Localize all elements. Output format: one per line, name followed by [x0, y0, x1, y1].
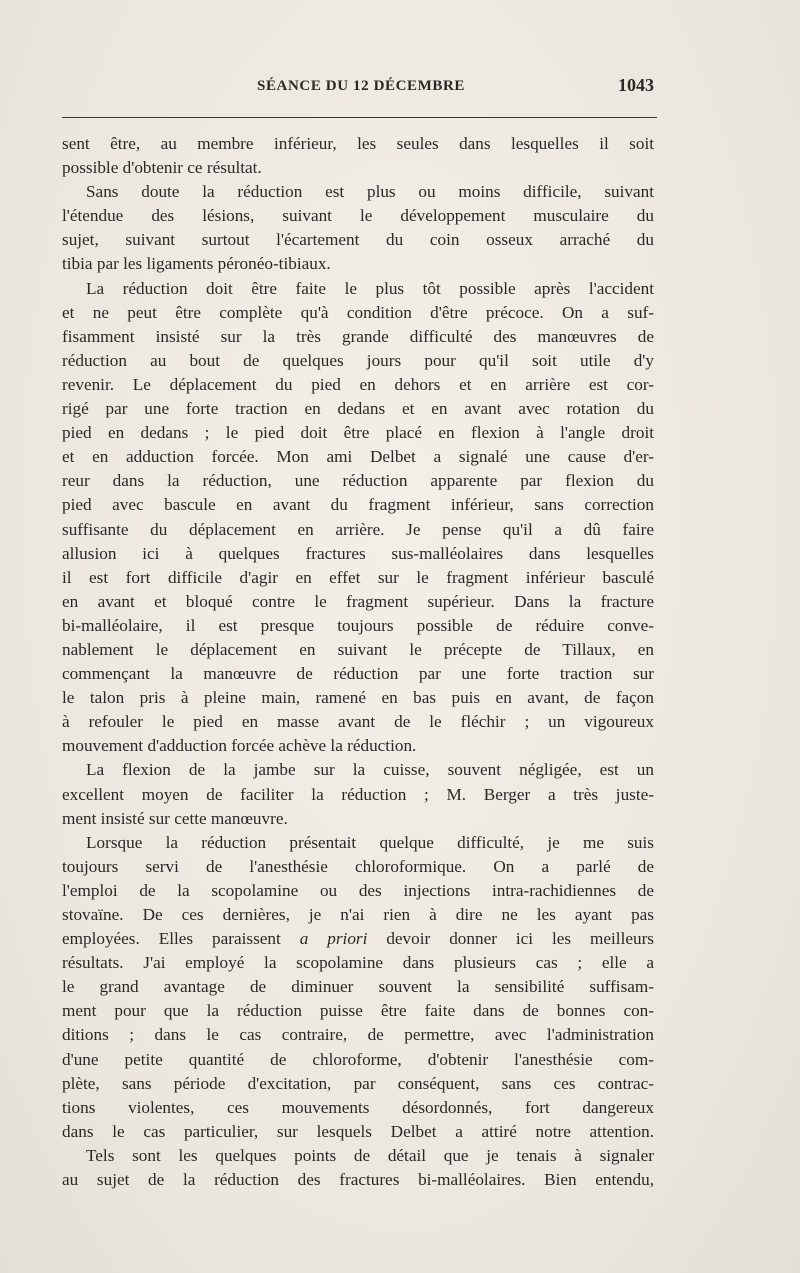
text-line: plète, sans période d'excitation, par conséquent, sans ces contrac-	[62, 1073, 654, 1093]
text-line: toujours servi de l'anesthésie chloroformique. On a parlé de	[62, 856, 654, 876]
text-line: tibia par les ligaments péronéo-tibiaux.	[62, 254, 331, 274]
text-line: sent être, au membre inférieur, les seules dans lesquelles il soit	[62, 134, 654, 153]
text-line: tions violentes, ces mouvements désordonnés, fort dangereux	[62, 1097, 654, 1117]
text-line: bi-malléolaire, il est presque toujours possible de réduire conve-	[62, 615, 654, 635]
text-line: stovaïne. De ces dernières, je n'ai rien à dire ne les ayant pas	[62, 905, 654, 924]
text-line: le grand avantage de diminuer souvent la sensibilité suffisam-	[62, 977, 654, 997]
text-line: d'une petite quantité de chloroforme, d'obtenir l'anesthésie com-	[62, 1049, 654, 1069]
text-line: excellent moyen de faciliter la réduction ; M. Berger a très juste-	[62, 784, 654, 804]
text-line: reur dans la réduction, une réduction apparente par flexion du	[62, 471, 654, 491]
page-number: 1043	[618, 75, 654, 95]
text-line: sujet, suivant surtout l'écartement du coin osseux arraché du	[62, 230, 654, 250]
text-line: en avant et bloqué contre le fragment supérieur. Dans la fracture	[62, 591, 654, 611]
text-line: suffisante du déplacement en arrière. Je pense qu'il a dû faire	[62, 519, 654, 539]
text-line: employées. Elles paraissent a priori devoir donner ici les meilleurs	[62, 929, 654, 949]
text-line: Sans doute la réduction est plus ou moins difficile, suivant	[86, 182, 654, 202]
text-line: possible d'obtenir ce résultat.	[62, 158, 262, 178]
text-line: Tels sont les quelques points de détail que je tenais à signaler	[86, 1145, 654, 1165]
text-line: l'emploi de la scopolamine ou des injections intra-rachidiennes de	[62, 880, 654, 900]
text-line: nablement le déplacement en suivant le précepte de Tillaux, en	[62, 639, 654, 659]
text-line: rigé par une forte traction en dedans et en avant avec rotation du	[62, 399, 654, 419]
text-line: ditions ; dans le cas contraire, de permettre, avec l'administration	[62, 1025, 654, 1045]
text-line: Lorsque la réduction présentait quelque difficulté, je me suis	[86, 832, 654, 852]
page-header	[62, 75, 654, 100]
text-line: La réduction doit être faite le plus tôt possible après l'accident	[86, 278, 654, 298]
text-line: revenir. Le déplacement du pied en dehors et en arrière est cor-	[62, 374, 654, 394]
text-line: La flexion de la jambe sur la cuisse, souvent négligée, est un	[86, 760, 654, 780]
text-line: mouvement d'adduction forcée achève la réduction.	[62, 736, 417, 756]
text-line: il est fort difficile d'agir en effet sur le fragment inférieur basculé	[62, 567, 654, 587]
header-rule	[62, 117, 657, 118]
text-line: et en adduction forcée. Mon ami Delbet a signalé une cause d'er-	[62, 447, 654, 467]
text-line: le talon pris à pleine main, ramené en bas puis en avant, de façon	[62, 688, 654, 708]
text-line: à refouler le pied en masse avant de le fléchir ; un vigoureux	[62, 712, 654, 732]
text-line: l'étendue des lésions, suivant le développement musculaire du	[62, 206, 654, 226]
text-line: allusion ici à quelques fractures sus-malléolaires dans lesquelles	[62, 543, 654, 563]
text-line: ment insisté sur cette manœuvre.	[62, 808, 288, 828]
text-line: au sujet de la réduction des fractures bi-malléolaires. Bien entendu,	[62, 1170, 654, 1190]
text-line: pied en dedans ; le pied doit être placé en flexion à l'angle droit	[62, 423, 654, 443]
text-line: ment pour que la réduction puisse être faite dans de bonnes con-	[62, 1001, 654, 1021]
text-line: résultats. J'ai employé la scopolamine dans plusieurs cas ; elle a	[62, 953, 654, 973]
text-line: réduction au bout de quelques jours pour qu'il soit utile d'y	[62, 350, 654, 370]
italic-phrase: a priori	[299, 929, 368, 949]
text-line: commençant la manœuvre de réduction par une forte traction sur	[62, 664, 654, 684]
body-text	[62, 132, 654, 1192]
text-line: et ne peut être complète qu'à condition d'être précoce. On a suf-	[62, 302, 654, 322]
text-line: fisamment insisté sur la très grande difficulté des manœuvres de	[62, 326, 654, 346]
text-line: dans le cas particulier, sur lesquels Delbet a attiré notre attention.	[62, 1121, 654, 1141]
text-line: pied avec bascule en avant du fragment inférieur, sans correction	[62, 495, 654, 515]
running-head: SÉANCE DU 12 DÉCEMBRE	[257, 78, 466, 94]
